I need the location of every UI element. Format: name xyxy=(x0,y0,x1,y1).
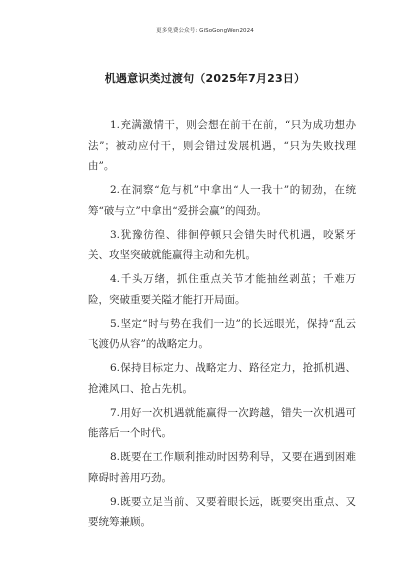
document-title: 机遇意识类过渡句（2025年7月23日） xyxy=(104,72,306,85)
paragraph-4: 4.千头万绪，抓住重点关节才能抽丝剥茧；千难万险，突破重要关隘才能打开局面。 xyxy=(88,273,356,306)
paragraph-8: 8.既要在工作顺利推动时因势利导，又要在遇到困难障碍时善用巧劲。 xyxy=(88,451,356,484)
paragraph-2: 2.在洞察“危与机”中拿出“人一我十”的韧劲，在统筹“破与立”中拿出“爱拼会赢”的闯劲。 xyxy=(88,184,356,217)
paragraph-9: 9.既要立足当前、又要着眼长远，既要突出重点、又要统筹兼顾。 xyxy=(88,495,356,528)
paragraph-6: 6.保持目标定力、战略定力、路径定力，抢抓机遇、抢滩风口、抢占先机。 xyxy=(88,362,356,395)
paragraph-3: 3.犹豫彷徨、徘徊停顿只会错失时代机遇，咬紧牙关、攻坚突破就能赢得主动和先机。 xyxy=(88,228,356,261)
document-body xyxy=(88,115,356,536)
paragraph-1: 1.充满激情干，则会想在前干在前，“只为成功想办法”；被动应付干，则会错过发展机遇，“只为失败找理由”。 xyxy=(88,119,356,172)
paragraph-7: 7.用好一次机遇就能赢得一次跨越，错失一次机遇可能落后一个时代。 xyxy=(88,406,356,439)
header-note: 更多免费公众号: GiSoGongWen2024 xyxy=(156,28,254,34)
paragraph-5: 5.坚定“时与势在我们一边”的长远眼光，保持“乱云飞渡仍从容”的战略定力。 xyxy=(88,317,356,350)
